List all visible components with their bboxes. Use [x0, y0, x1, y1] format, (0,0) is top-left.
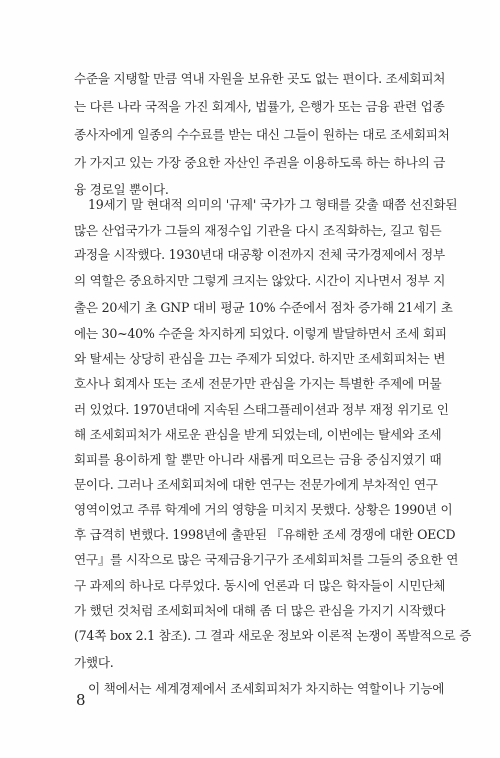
text-line: 회피를 용이하게 할 뿐만 아니라 새롭게 떠오르는 금융 중심지였기 때	[74, 452, 442, 467]
text-line: 에는 30~40% 수준을 차지하게 되었다. 이렇게 발달하면서 조세 회피	[74, 326, 447, 341]
text-line: (74쪽 box 2.1 참조). 그 결과 새로운 정보와 이론적 논쟁이 폭발적으로 증	[74, 628, 472, 643]
text-line: 종사자에게 일종의 수수료를 받는 대신 그들이 원하는 대로 조세회피처	[74, 127, 450, 142]
text-line: 많은 산업국가가 그들의 재정수입 기관을 다시 조직화하는, 길고 힘든	[74, 223, 442, 238]
text-line: 과정을 시작했다. 1930년대 대공황 이전까지 전체 국가경제에서 정부	[74, 247, 445, 262]
text-line: 이 책에서는 세계경제에서 조세회피처가 차지하는 역할이나 기능에	[88, 681, 445, 696]
text-line: 문이다. 그러나 조세회피처에 대한 연구는 전문가에게 부차적인 연구	[74, 477, 438, 492]
text-line: 의 역할은 중요하지만 그렇게 크지는 않았다. 시간이 지나면서 정부 지	[74, 273, 446, 288]
text-line: 수준을 지탱할 만큼 역내 자원을 보유한 곳도 없는 편이다. 조세회피처	[74, 71, 446, 86]
text-line: 연구』를 시작으로 많은 국제금융기구가 조세회피처를 그들의 중요한 연	[74, 552, 459, 567]
text-line: 출은 20세기 초 GNP 대비 평균 10% 수준에서 점차 증가해 21세기 초	[74, 300, 453, 315]
text-line: 후 급격히 변했다. 1998년에 출판된 『유해한 조세 경쟁에 대한 OECD	[74, 527, 456, 542]
text-line: 가 했던 것처럼 조세회피처에 대해 좀 더 많은 관심을 가지기 시작했다	[74, 603, 446, 618]
text-line: 융 경로일 뿐이다.	[74, 182, 169, 197]
page-number: 8	[76, 691, 86, 709]
text-line: 와 탈세는 상당히 관심을 끄는 주제가 되었다. 하지만 조세회피처는 변	[74, 351, 446, 366]
text-line: 는 다른 나라 국적을 가진 회계사, 법률가, 은행가 또는 금융 관련 업종	[74, 99, 445, 114]
text-line: 가했다.	[74, 655, 114, 670]
text-line: 영역이었고 주류 학계에 거의 영향을 미치지 못했다. 상황은 1990년 이	[74, 502, 453, 517]
text-line: 호사나 회계사 또는 조세 전문가만 관심을 가지는 특별한 주제에 머물	[74, 376, 442, 391]
text-line: 가 가지고 있는 가장 중요한 자산인 주권을 이용하도록 하는 하나의 금	[74, 155, 446, 170]
text-line: 러 있었다. 1970년대에 지속된 스태그플레이션과 정부 재정 위기로 인	[74, 402, 449, 417]
text-line: 구 과제의 하나로 다루었다. 동시에 언론과 더 많은 학자들이 시민단체	[74, 578, 446, 593]
text-line: 19세기 말 현대적 의미의 '규제' 국가가 그 형태를 갖출 때쯤 선진화된	[88, 197, 458, 212]
text-line: 해 조세회피처가 새로운 관심을 받게 되었는데, 이번에는 탈세와 조세	[74, 427, 442, 442]
